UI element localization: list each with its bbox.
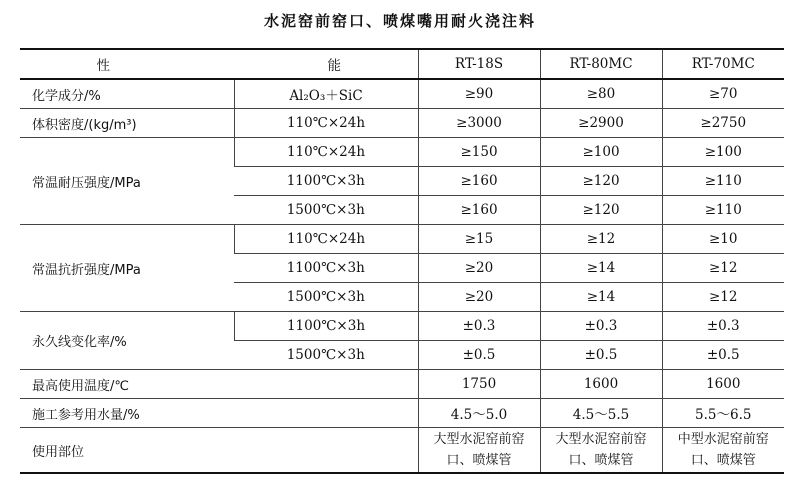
value-cell: ≥14: [540, 283, 662, 312]
property-label: 化学成分/%: [20, 79, 234, 109]
value-cell: ≥2750: [662, 109, 784, 138]
value-cell: ≥20: [418, 254, 540, 283]
value-cell: ±0.3: [540, 312, 662, 341]
condition-cell: 1100℃×3h: [234, 254, 418, 283]
value-cell: ±0.3: [418, 312, 540, 341]
header-row: [20, 49, 784, 79]
value-cell: ≥80: [540, 79, 662, 109]
value-cell: ≥110: [662, 167, 784, 196]
value-cell: ≥90: [418, 79, 540, 109]
property-label: 常温耐压强度/MPa: [20, 138, 234, 225]
value-cell: 1600: [540, 370, 662, 399]
value-cell: 4.5～5.0: [418, 399, 540, 428]
header-product: RT-80MC: [540, 49, 662, 79]
value-cell: ±0.3: [662, 312, 784, 341]
value-cell: 1750: [418, 370, 540, 399]
condition-cell: 110℃×24h: [234, 225, 418, 254]
table-title: 水泥窑前窑口、喷煤嘴用耐火浇注料: [263, 12, 536, 30]
value-cell: ≥150: [418, 138, 540, 167]
value-cell: ≥160: [418, 196, 540, 225]
value-cell: 大型水泥窑前窑口、喷煤管: [418, 428, 540, 474]
value-cell: ≥3000: [418, 109, 540, 138]
value-cell: ≥10: [662, 225, 784, 254]
value-cell: ≥12: [540, 225, 662, 254]
value-cell: ≥12: [662, 254, 784, 283]
value-cell: ≥110: [662, 196, 784, 225]
property-label: 常温抗折强度/MPa: [20, 225, 234, 312]
value-cell: 4.5～5.5: [540, 399, 662, 428]
table-row: [20, 138, 784, 167]
value-cell: ≥14: [540, 254, 662, 283]
table-row: [20, 399, 784, 428]
condition-cell: 110℃×24h: [234, 109, 418, 138]
value-cell: ≥12: [662, 283, 784, 312]
header-product: RT-70MC: [662, 49, 784, 79]
value-cell: 大型水泥窑前窑口、喷煤管: [540, 428, 662, 474]
condition-cell: 1100℃×3h: [234, 167, 418, 196]
value-cell: ±0.5: [418, 341, 540, 370]
value-cell: ≥2900: [540, 109, 662, 138]
condition-cell: 1500℃×3h: [234, 283, 418, 312]
table-row: [20, 428, 784, 474]
value-cell: ≥20: [418, 283, 540, 312]
value-cell: ≥15: [418, 225, 540, 254]
value-cell: ≥120: [540, 196, 662, 225]
value-cell: ≥100: [540, 138, 662, 167]
property-label: 体积密度/(kg/m³): [20, 109, 234, 138]
table-row: [20, 79, 784, 109]
value-cell: 中型水泥窑前窑口、喷煤管: [662, 428, 784, 474]
header-property: 性 能: [20, 49, 418, 79]
condition-cell: 1500℃×3h: [234, 341, 418, 370]
properties-table: [20, 48, 784, 474]
value-cell: ±0.5: [540, 341, 662, 370]
value-cell: ≥70: [662, 79, 784, 109]
condition-cell: 1500℃×3h: [234, 196, 418, 225]
value-cell: 5.5～6.5: [662, 399, 784, 428]
value-cell: ±0.5: [662, 341, 784, 370]
value-cell: 1600: [662, 370, 784, 399]
header-product: RT-18S: [418, 49, 540, 79]
value-cell: ≥100: [662, 138, 784, 167]
table-row: [20, 109, 784, 138]
condition-cell: Al₂O₃＋SiC: [234, 79, 418, 109]
table-row: [20, 312, 784, 341]
property-label: 永久线变化率/%: [20, 312, 234, 370]
property-label: 施工参考用水量/%: [20, 399, 418, 428]
table-row: [20, 225, 784, 254]
value-cell: ≥120: [540, 167, 662, 196]
condition-cell: 110℃×24h: [234, 138, 418, 167]
property-label: 使用部位: [20, 428, 418, 474]
condition-cell: 1100℃×3h: [234, 312, 418, 341]
value-cell: ≥160: [418, 167, 540, 196]
property-label: 最高使用温度/℃: [20, 370, 418, 399]
table-row: [20, 370, 784, 399]
